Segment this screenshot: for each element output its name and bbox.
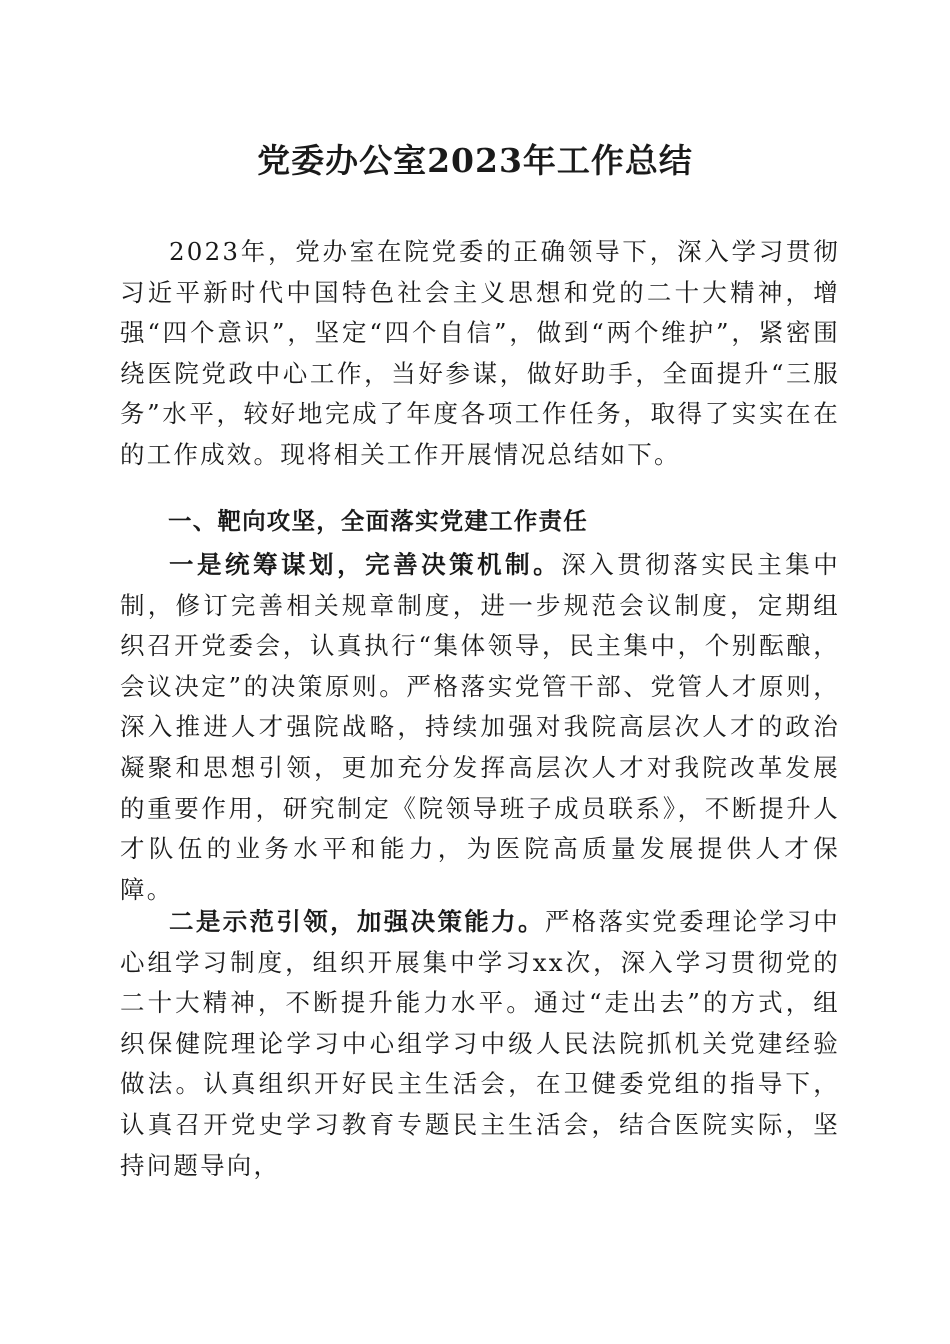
paragraph-text: 严格落实党委理论学习中心组学习制度，组织开展集中学习xx次，深入学习贯彻党的二十大精神，不断提升能力水平。通过“走出去”的方式，组织保健院理论学习中心组学习中级人民法院抓机关党建经验做法。认真组织开好民主生活会，在卫健委党组的指导下，认真召开党史学习教育专题民主生活会，结合医院实际，坚持问题导向， — [120, 907, 840, 1180]
section-paragraph — [120, 902, 840, 1186]
document-title: 党委办公室2023年工作总结 — [257, 141, 693, 180]
section-paragraph — [120, 545, 840, 910]
paragraph-lead: 二是示范引领，加强决策能力。 — [169, 907, 545, 936]
section-heading: 一、靶向攻坚，全面落实党建工作责任 — [168, 507, 588, 535]
paragraph-lead: 一是统筹谋划，完善决策机制。 — [169, 550, 562, 579]
intro-paragraph: 2023年，党办室在院党委的正确领导下，深入学习贯彻习近平新时代中国特色社会主义思想和党的二十大精神，增强“四个意识”，坚定“四个自信”，做到“两个维护”，紧密围绕医院党政中心工作，当好参谋，做好助手，全面提升“三服务”水平，较好地完成了年度各项工作任务，取得了实实在在的工作成效。现将相关工作开展情况总结如下。 — [120, 237, 840, 469]
paragraph-text: 深入贯彻落实民主集中制，修订完善相关规章制度，进一步规范会议制度，定期组织召开党委会，认真执行“集体领导，民主集中，个别酝酿，会议决定”的决策原则。严格落实党管干部、党管人才原则，深入推进人才强院战略，持续加强对我院高层次人才的政治凝聚和思想引领，更加充分发挥高层次人才对我院改革发展的重要作用，研究制定《院领导班子成员联系》，不断提升人才队伍的业务水平和能力，为医院高质量发展提供人才保障。 — [120, 550, 840, 904]
